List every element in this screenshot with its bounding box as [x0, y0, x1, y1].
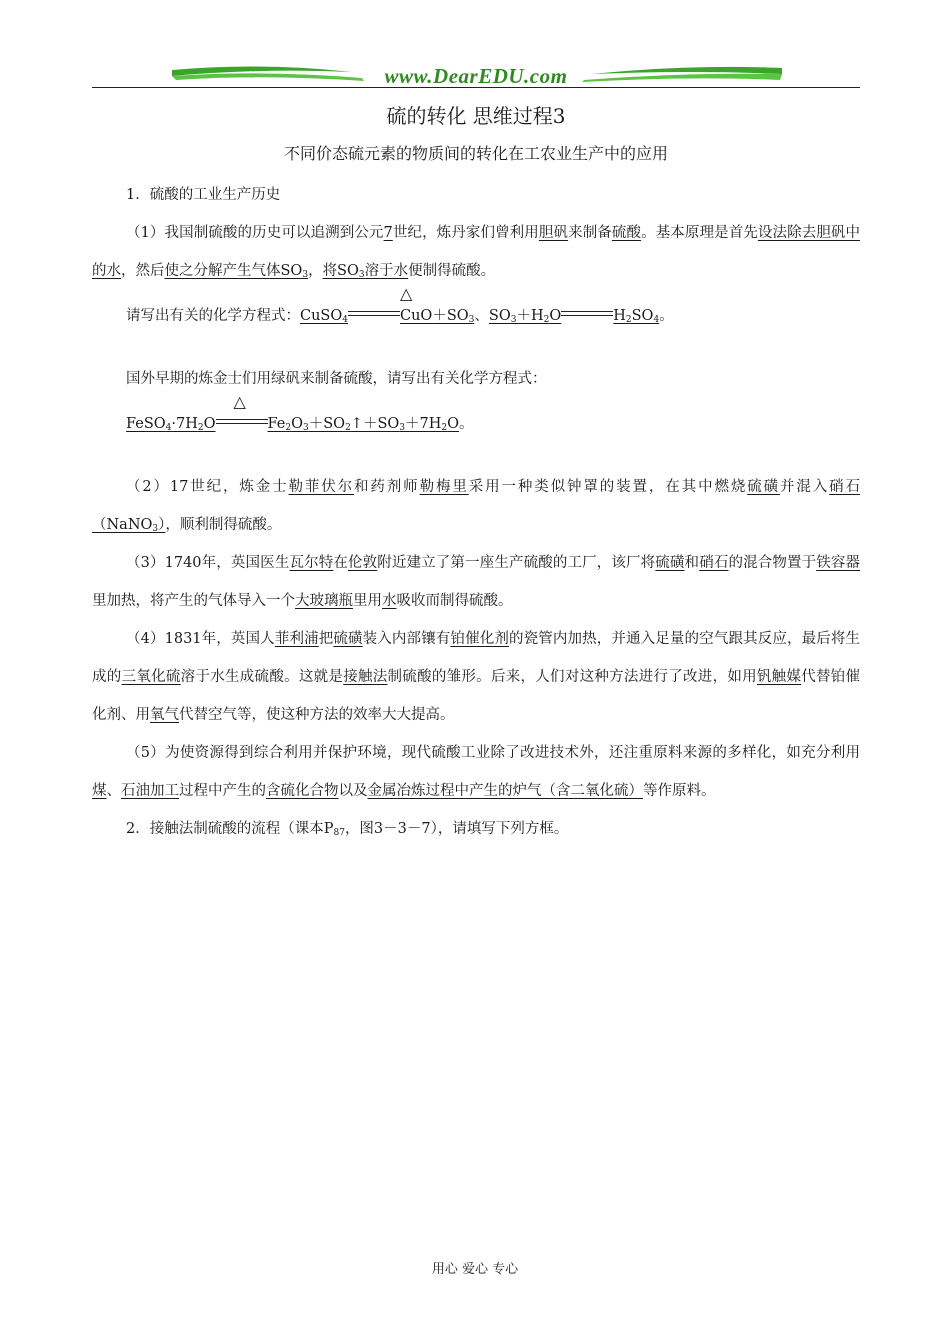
- heat-arrow: △: [216, 416, 268, 428]
- page-subtitle: 不同价态硫元素的物质间的转化在工农业生产中的应用: [283, 144, 668, 163]
- equation-2: $FeSO_4\cdot 7H_2O$ △ $Fe_2O_3+SO_2↑+SO_3+7H_2O$。: [126, 392, 474, 433]
- equation-1: 请写出有关的化学方程式：CuSO$_4$ △ $CuO+SO_3$、$SO_3+H_2O$ $H_2SO_4$。: [126, 284, 674, 325]
- paragraph-3: （3）1740年，英国医生瓦尔特在伦敦附近建立了第一座生产硫酸的工厂，该厂将硫磺和硝石的混合物置于铁容器里加热，将产生的气体导入一个大玻璃瓶里用水吸收而制得硫酸。: [92, 555, 861, 609]
- paragraph-4: （4）1831年，英国人菲利浦把硫磺装入内部镶有铂催化剂的瓷管内加热，并通入足量的空气跟其反应，最后将生成的三氧化硫溶于水生成硫酸。这就是接触法制硫酸的雏形。后来，人们对这种方法进行了改进，如用钒触媒代替铂催化剂、用氧气代替空气等，使这种方法的效率大大提高。: [92, 631, 861, 723]
- paragraph-5: （5）为使资源得到综合利用并保护环境，现代硫酸工业除了改进技术外，还注重原料来源的多样化，如充分利用煤、石油加工过程中产生的含硫化合物以及金属冶炼过程中产生的炉气（含二氧化硫）等作原料。: [92, 745, 860, 799]
- paragraph-1: （1）我国制硫酸的历史可以追溯到公元7世纪，炼丹家们曾利用胆矾来制备硫酸。基本原理是首先设法除去胆矾中的水，然后使之分解产生气体$SO_3$，将$SO_3$溶于水便制得硫酸。: [92, 225, 861, 280]
- page-footer: 用心 爱心 专心: [431, 1262, 519, 1277]
- paragraph-2: （2）17世纪，炼金士勒菲伏尔和药剂师勒梅里采用一种类似钟罩的装置，在其中燃烧硫磺并混入硝石（NaNO$_3$），顺利制得硫酸。: [92, 479, 861, 534]
- document-body: [92, 176, 860, 848]
- section1-heading: 1．硫酸的工业生产历史: [126, 187, 281, 203]
- section2-heading: 2．接触法制硫酸的流程（课本$P_{87}$，图3－3－7），请填写下列方框。: [126, 821, 569, 838]
- site-logo: www.DearEDU.com: [384, 64, 568, 88]
- equals-arrow: [561, 308, 613, 320]
- foreign-method: 国外早期的炼金士们用绿矾来制备硫酸，请写出有关化学方程式：: [126, 371, 547, 387]
- header-rule: [92, 87, 860, 88]
- heat-arrow: △: [348, 308, 400, 320]
- page-title: 硫的转化 思维过程3: [386, 104, 566, 128]
- header-banner: [92, 60, 860, 90]
